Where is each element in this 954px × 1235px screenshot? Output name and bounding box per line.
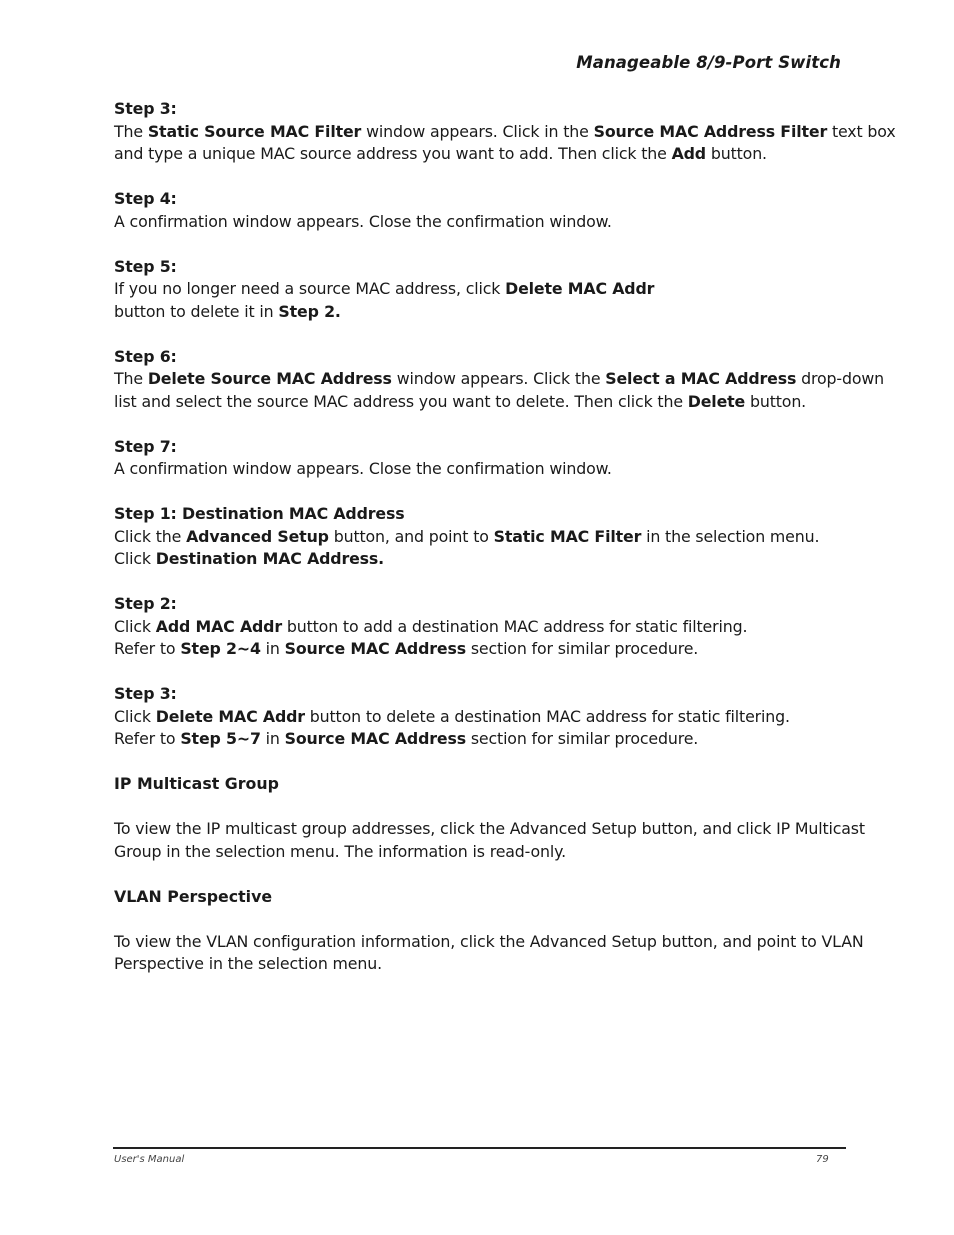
text: section for similar procedure. <box>465 639 699 658</box>
step-heading: Step 3: <box>114 99 177 118</box>
text: button to delete a destination MAC address for static filtering. <box>304 706 790 726</box>
text: Click <box>114 549 156 568</box>
step-body: A confirmation window appears. Close the confirmation window. <box>114 459 612 478</box>
text: Click the <box>114 526 187 546</box>
step-2-destination <box>114 593 904 661</box>
ui-term-static-mac-filter: Static MAC Filter <box>493 526 642 546</box>
step-heading: Step 2: <box>114 594 177 613</box>
ui-term-delete-source-mac-address: Delete Source MAC Address <box>147 369 392 388</box>
step-3-destination <box>114 683 904 751</box>
paragraph: To view the VLAN configuration information, click the Advanced Setup button, and point to VLAN Perspective in the selection menu. <box>114 931 864 973</box>
text: window appears. Click the <box>391 369 606 388</box>
text: If you no longer need a source MAC address, click <box>114 279 506 298</box>
ui-term-add: Add <box>671 144 706 163</box>
ui-term-step-5-7: Step 5~7 <box>180 729 261 748</box>
step-heading: Step 1: Destination MAC Address <box>114 504 405 523</box>
step-4-source <box>114 188 904 233</box>
step-heading: Step 3: <box>114 684 177 703</box>
ui-term-source-mac-address-filter: Source MAC Address Filter <box>593 121 828 141</box>
step-heading: Step 7: <box>114 436 177 456</box>
text: The <box>114 121 148 141</box>
ui-term-delete: Delete <box>687 391 746 411</box>
step-6-source <box>114 346 904 414</box>
step-7-source <box>114 436 904 481</box>
section-body-vlan-perspective <box>114 931 904 976</box>
step-heading: Step 6: <box>114 346 177 366</box>
ui-term-advanced-setup: Advanced Setup <box>186 526 329 546</box>
text: button. <box>745 391 807 411</box>
step-5-source <box>114 256 904 324</box>
ui-term-source-mac-address: Source MAC Address <box>284 639 466 658</box>
section-heading-ip-multicast-group: IP Multicast Group <box>114 774 279 793</box>
text: button to add a destination MAC address for static filtering. <box>281 616 748 636</box>
step-body <box>114 526 904 571</box>
step-body <box>114 616 904 661</box>
ui-term-add-mac-addr: Add MAC Addr <box>155 616 282 636</box>
text: drop-down list and select the source MAC address you want to delete. Then click the <box>114 369 884 411</box>
text: The <box>114 369 148 388</box>
footer-manual-label: User's Manual <box>114 1154 185 1165</box>
ui-term-delete-mac-addr: Delete MAC Addr <box>155 706 305 726</box>
text: Click <box>114 706 156 726</box>
step-3-source <box>114 98 904 166</box>
step-heading: Step 4: <box>114 189 177 208</box>
text: button. <box>705 144 767 163</box>
ui-term-destination-mac-address: Destination MAC Address. <box>155 549 385 568</box>
ui-term-select-a-mac-address: Select a MAC Address <box>605 369 797 388</box>
footer-divider <box>113 1147 846 1149</box>
running-header-title: Manageable 8/9-Port Switch <box>576 53 841 72</box>
ui-term-step-2-4: Step 2~4 <box>180 639 261 658</box>
text: in <box>260 729 285 748</box>
step-body <box>114 278 904 323</box>
text: Refer to <box>114 639 181 658</box>
text: Click <box>114 616 156 636</box>
step-body <box>114 368 904 413</box>
text: in the selection menu. <box>641 526 820 546</box>
text: text box and type a unique MAC source address you want to add. Then click the <box>114 121 896 163</box>
step-body: A confirmation window appears. Close the confirmation window. <box>114 211 612 231</box>
text: section for similar procedure. <box>465 729 699 748</box>
paragraph: To view the IP multicast group addresses, click the Advanced Setup button, and click IP Multicast Group in the selection menu. The information is read-only. <box>114 819 865 861</box>
ui-term-source-mac-address: Source MAC Address <box>284 729 466 748</box>
ui-term-step-2: Step 2. <box>278 301 341 321</box>
section-heading-vlan-perspective: VLAN Perspective <box>114 886 273 906</box>
text: window appears. Click in the <box>361 121 594 141</box>
step-body <box>114 121 904 166</box>
text: button to delete it in <box>114 301 279 321</box>
step-1-destination <box>114 503 904 571</box>
text: Refer to <box>114 729 181 748</box>
page-number: 79 <box>816 1154 829 1165</box>
section-body-ip-multicast-group <box>114 818 904 863</box>
text: button, and point to <box>328 526 494 546</box>
text: in <box>260 639 285 658</box>
step-body <box>114 706 904 751</box>
ui-term-delete-mac-addr: Delete MAC Addr <box>505 279 655 298</box>
ui-term-static-source-mac-filter: Static Source MAC Filter <box>147 121 362 141</box>
step-heading: Step 5: <box>114 256 177 276</box>
page-content <box>114 98 904 998</box>
